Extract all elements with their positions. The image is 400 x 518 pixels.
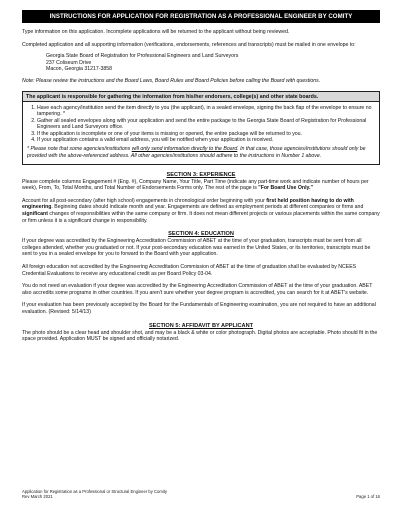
section-3-paragraph-2 (22, 198, 380, 224)
emphasis-text: first held position having to do with engineering (22, 197, 354, 211)
list-item: 2. Gather all sealed envelopes along with your application and send the entire package to the Georgia State Board of Registration for Professional Engineers and Land Surveyors office. (37, 118, 375, 131)
paragraph-text: Please complete columns Engagement # (Eng. #), Company Name, Your Title, Part Time (indicate any part-time work and indicate number of hours per week), From, To, Total Months, and Total Number of Endorsements Forms only. The rest of the page is (22, 178, 369, 192)
list-item: 4. If your application contains a valid email address, you will be notified when your application is received. (37, 137, 375, 143)
intro-paragraph-1: Type information on this application. Incomplete applications will be returned to the applicant without being reviewed. (22, 29, 290, 35)
paragraph-text: Account for all post-secondary (after high school) engagements in chronological order beginning with your (22, 197, 267, 204)
footer-revision: Rev March 2021 (22, 494, 53, 500)
agency-note-underlined: will only send information directly to the Board (131, 146, 238, 153)
list-item: 1. Have each agency/institution send the item directly to you (the applicant), in a sealed envelope, signing the back flap of the envelope to ensure no tampering. * (37, 105, 375, 118)
section-3-paragraph-1 (22, 179, 380, 192)
section-4-paragraph-3: You do not need an evaluation if your degree was accredited by the Engineering Accreditation Commission of ABET at the time of your graduation. ABET also accredits some programs in other countries. If you aren't sure whether your degree program is accredited, you can search for it at ABET's website. (22, 283, 373, 296)
paragraph-text: changes of responsibilities within the same company or firm. It does not mean different projects or various placements within the same company or firm unless it is a significant change in responsibility. (22, 211, 380, 224)
mailing-address (46, 53, 380, 72)
board-use-label: "For Board Use Only." (258, 185, 313, 192)
section-4-title: SECTION 4: EDUCATION (168, 231, 234, 238)
footer-form-name: Application for Registration as a Professional or Structural Engineer by Comity (22, 489, 168, 494)
section-4-paragraph-1: If your degree was accredited by the Engineering Accreditation Commission of ABET at the time of your graduation, transcripts must be sent from all colleges attended, whether you graduated or not. If your post-secondary education was earned in the United States, or its territories, transcripts must be sent to you in a sealed envelope for you to forward to the Board with your application. (22, 238, 371, 258)
paragraph-text: . Beginning dates should indicate month and year. Engagements are defined as employment periods at different companies or firms and (51, 204, 364, 211)
emphasis-text: significant (22, 211, 48, 217)
page-footer (22, 489, 380, 500)
review-note: Note: Please review the instructions and the Board Laws, Board Rules and Board Policies before calling the Board with questions. (22, 78, 321, 85)
page-number: Page 1 of 16 (356, 494, 380, 499)
address-line: 237 Coliseum Drive (46, 59, 92, 66)
instruction-list (23, 105, 379, 143)
box-heading: The applicant is responsible for gathering the information from his/her endorsers, college(s) and other state boards. (23, 92, 379, 102)
section-5-title: SECTION 5: AFFIDAVIT BY APPLICANT (148, 322, 254, 329)
agency-note-text: * Please note that some agencies/institutions (27, 146, 132, 153)
section-4-paragraph-2: All foreign education not accredited by the Engineering Accreditation Commission of ABET at the time of graduation shall be evaluated by NCEES Credential Evaluations to receive any educational credit as per Board Policy 03-04. (22, 263, 357, 277)
agency-note-text: . In that case, those agencies/institutions should only be provided with the above-referenced address. All other agencies/institutions should adhere to the instructions in Number 1 above. (27, 146, 366, 160)
address-line: Macon, Georgia 31217-3858 (46, 66, 113, 72)
agency-note (23, 146, 379, 159)
section-3-title: SECTION 3: EXPERIENCE (166, 171, 236, 178)
applicant-responsibility-box (22, 91, 380, 165)
document-page (22, 10, 380, 343)
section-5-paragraph-1: The photo should be a clear head and shoulder shot, and may be a black & white or color photograph. Digital photos are acceptable. Photo should fit in the space provided. Application MUST be signed and officially notarized. (22, 329, 378, 343)
list-item: 3. If the application is incomplete or one of your items is missing or opened, the entire package will be returned to you. (37, 131, 375, 137)
address-line: Georgia State Board of Registration for Professional Engineers and Land Surveyors (46, 53, 239, 60)
page-title: INSTRUCTIONS FOR APPLICATION FOR REGISTRATION AS A PROFESSIONAL ENGINEER BY COMITY (22, 10, 380, 23)
section-4-paragraph-4: If your evaluation has been previously accepted by the Board for the Fundamentals of Engineering examination, you are not required to have an additional evaluation. (Revised: 5/14/13) (22, 302, 376, 315)
intro-paragraph-2: Completed application and all supporting information (verifications, endorsements, references and transcripts) must be mailed in one envelope to: (22, 41, 356, 48)
